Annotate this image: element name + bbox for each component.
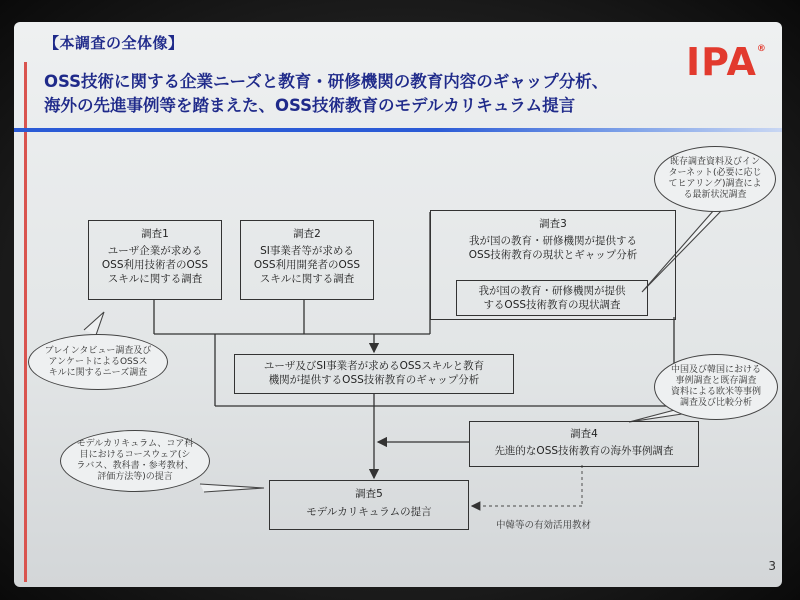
survey2-box [240,220,374,300]
slide [14,22,782,587]
survey3-label: 調査3 [539,218,567,230]
existing-research-bubble [654,146,776,212]
survey5-line1: モデルカリキュラムの提言 [306,506,432,518]
bubble-interview-line1: ブレインタビュー調査及び [44,345,152,356]
survey3-inner-line2: するOSS技術教育の現状調査 [483,299,621,311]
model-curriculum-bubble [60,430,210,492]
gap-analysis-box [234,354,514,394]
survey2-label: 調査2 [293,228,321,240]
survey3-inner-box [456,280,648,316]
bubble-existing-line3: てヒアリング)調査によ [668,179,762,189]
bubble-existing-line1: 既存調査資料及びイン [669,157,760,167]
logo-text: IPA [686,40,757,84]
gap-line1: ユーザ及びSI事業者が求めるOSSスキルと教育 [263,360,485,372]
gap-line2: 機関が提供するOSS技術教育のギャップ分析 [268,374,480,386]
bubble-interview-line2: アンケートによるOSSス [48,356,148,367]
survey1-label: 調査1 [141,228,169,240]
interview-survey-bubble [28,334,168,390]
bubble-china-line1: 中国及び韓国における [670,365,761,375]
bubble-model-line3: ラバス、教科書・参考教材、 [76,461,194,471]
bubble-interview-line3: キルに関するニーズ調査 [48,367,148,378]
survey1-line3: スキルに関する調査 [107,273,203,285]
survey4-box [469,421,699,467]
registered-mark: ® [756,44,767,54]
bubble-model-line1: モデルカリキュラム、コア科 [76,439,194,449]
china-korea-bubble [654,354,778,420]
bubble-model-line4: 評価方法等)の提言 [97,472,173,482]
bubble-existing-line2: ターネット(必要に応じ [668,168,762,178]
china-korea-materials-note: 中韓等の有効活用教材 [496,520,592,531]
survey1-line2: OSS利用技術者のOSS [101,259,209,271]
survey1-line1: ユーザ企業が求める [107,245,203,257]
survey4-label: 調査4 [570,428,598,440]
survey4-line1: 先進的なOSS技術教育の海外事例調査 [494,445,674,457]
slide-title-line1: OSS技術に関する企業ニーズと教育・研修機関の教育内容のギャップ分析、 [44,72,609,91]
bubble-china-line3: 資料による欧米等事例 [670,387,761,397]
survey2-line3: スキルに関する調査 [259,273,355,285]
survey3-inner-line1: 我が国の教育・研修機関が提供 [478,285,626,297]
page-number: 3 [768,559,776,573]
bubble-china-line2: 事例調査と既存調査 [675,376,757,386]
survey3-line1: 我が国の教育・研修機関が提供する [469,235,637,247]
survey1-box [88,220,222,300]
survey5-box [269,480,469,530]
section-title: 【本調査の全体像】 [44,34,184,52]
survey5-label: 調査5 [355,488,383,500]
bubble-model-line2: 目におけるコースウェア(シ [79,450,191,460]
survey3-line2: OSS技術教育の現状とギャップ分析 [468,249,638,261]
bubble-existing-line4: る最新状況調査 [683,190,747,200]
slide-title-line2: 海外の先進事例等を踏まえた、OSS技術教育のモデルカリキュラム提言 [44,96,576,115]
bubble-china-line4: 調査及び比較分析 [679,398,752,408]
survey2-line2: OSS利用開発者のOSS [253,259,361,271]
survey2-line1: SI事業者等が求める [260,245,354,257]
